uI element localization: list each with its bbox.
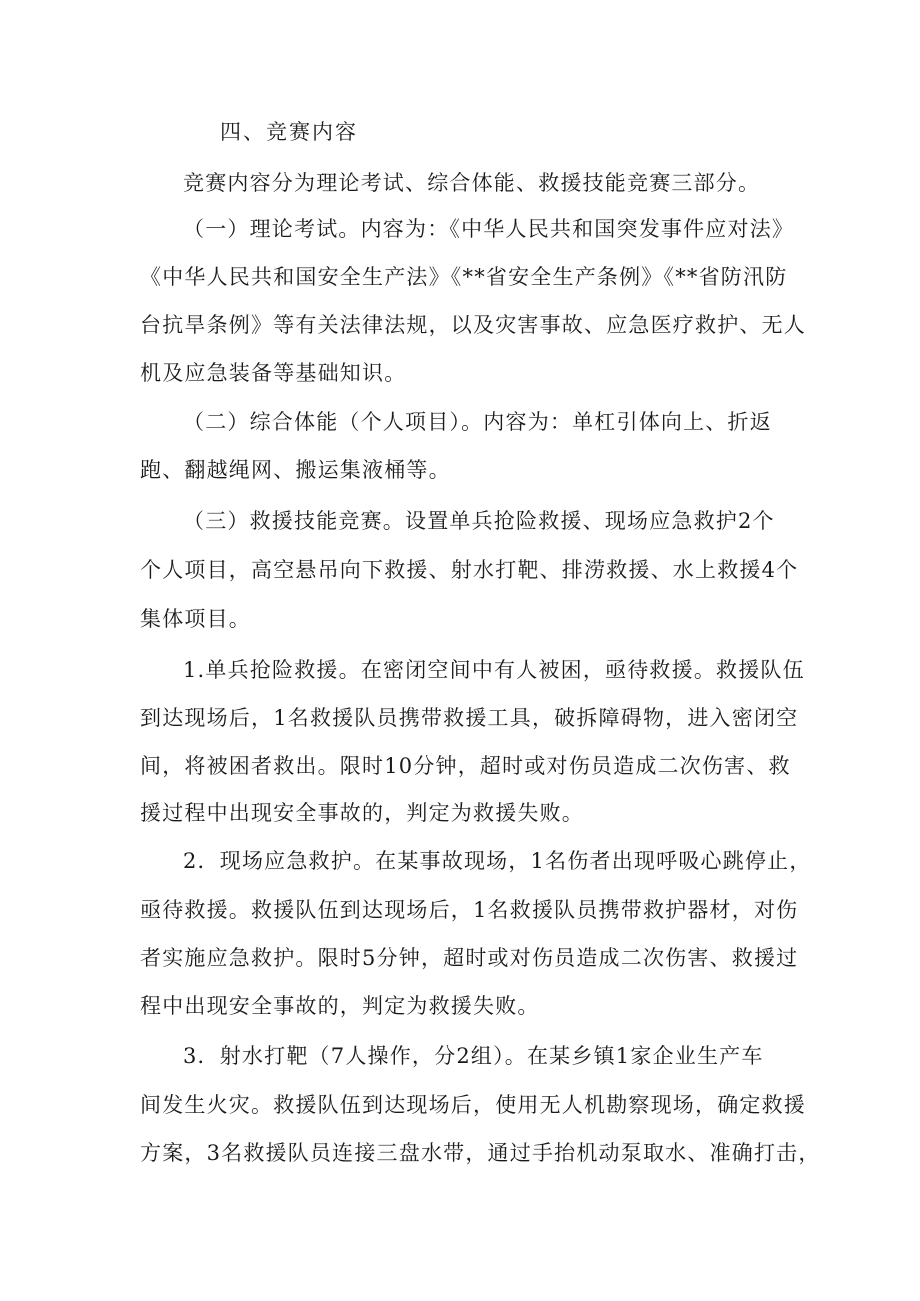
paragraph-line: （二）综合体能（个人项目）。内容为：单杠引体向上、折返	[183, 410, 772, 434]
paragraph-line: 个人项目，高空悬吊向下救援、射水打靶、排涝救援、水上救援4个	[140, 558, 799, 582]
paragraph-line: 台抗旱条例》等有关法律法规，以及灾害事故、应急医疗救护、无人	[140, 313, 806, 337]
paragraph-line: 3．射水打靶（7人操作，分2组）。在某乡镇1家企业生产车	[183, 1044, 764, 1068]
paragraph-line: 跑、翻越绳网、搬运集液桶等。	[140, 458, 451, 482]
paragraph-line: 《中华人民共和国安全生产法》《**省安全生产条例》《**省防汛防	[140, 265, 788, 289]
paragraph-line: （一）理论考试。内容为：《中华人民共和国突发事件应对法》	[183, 217, 795, 241]
paragraph-line: 援过程中出现安全事故的，判定为救援失败。	[140, 801, 584, 825]
paragraph-line: 者实施应急救护。限时5分钟，超时或对伤员造成二次伤害、救援过	[140, 946, 799, 970]
paragraph-line: 到达现场后，1名救援队员携带救援工具，破拆障碍物，进入密闭空	[140, 706, 799, 730]
paragraph-line: 间发生火灾。救援队伍到达现场后，使用无人机勘察现场，确定救援	[140, 1093, 806, 1117]
paragraph-line: 亟待救援。救援队伍到达现场后，1名救援队员携带救护器材，对伤	[140, 898, 799, 922]
paragraph-line: 程中出现安全事故的，判定为救援失败。	[140, 994, 540, 1018]
paragraph-line: 1.单兵抢险救援。在密闭空间中有人被困，亟待救援。救援队伍	[183, 658, 805, 682]
paragraph-line: 2．现场应急救护。在某事故现场，1名伤者出现呼吸心跳停止，	[183, 849, 812, 873]
paragraph-line: 竞赛内容分为理论考试、综合体能、救援技能竞赛三部分。	[183, 171, 761, 195]
paragraph-line: 集体项目。	[140, 607, 251, 631]
paragraph-line: （三）救援技能竞赛。设置单兵抢险救援、现场应急救护2个	[183, 509, 775, 533]
paragraph-line: 间，将被困者救出。限时10分钟，超时或对伤员造成二次伤害、救	[140, 754, 791, 778]
paragraph-line: 机及应急装备等基础知识。	[140, 361, 407, 385]
section-heading: 四、竞赛内容	[220, 120, 358, 144]
paragraph-line: 方案，3名救援队员连接三盘水带，通过手抬机动泵取水、准确打击，	[140, 1141, 821, 1165]
